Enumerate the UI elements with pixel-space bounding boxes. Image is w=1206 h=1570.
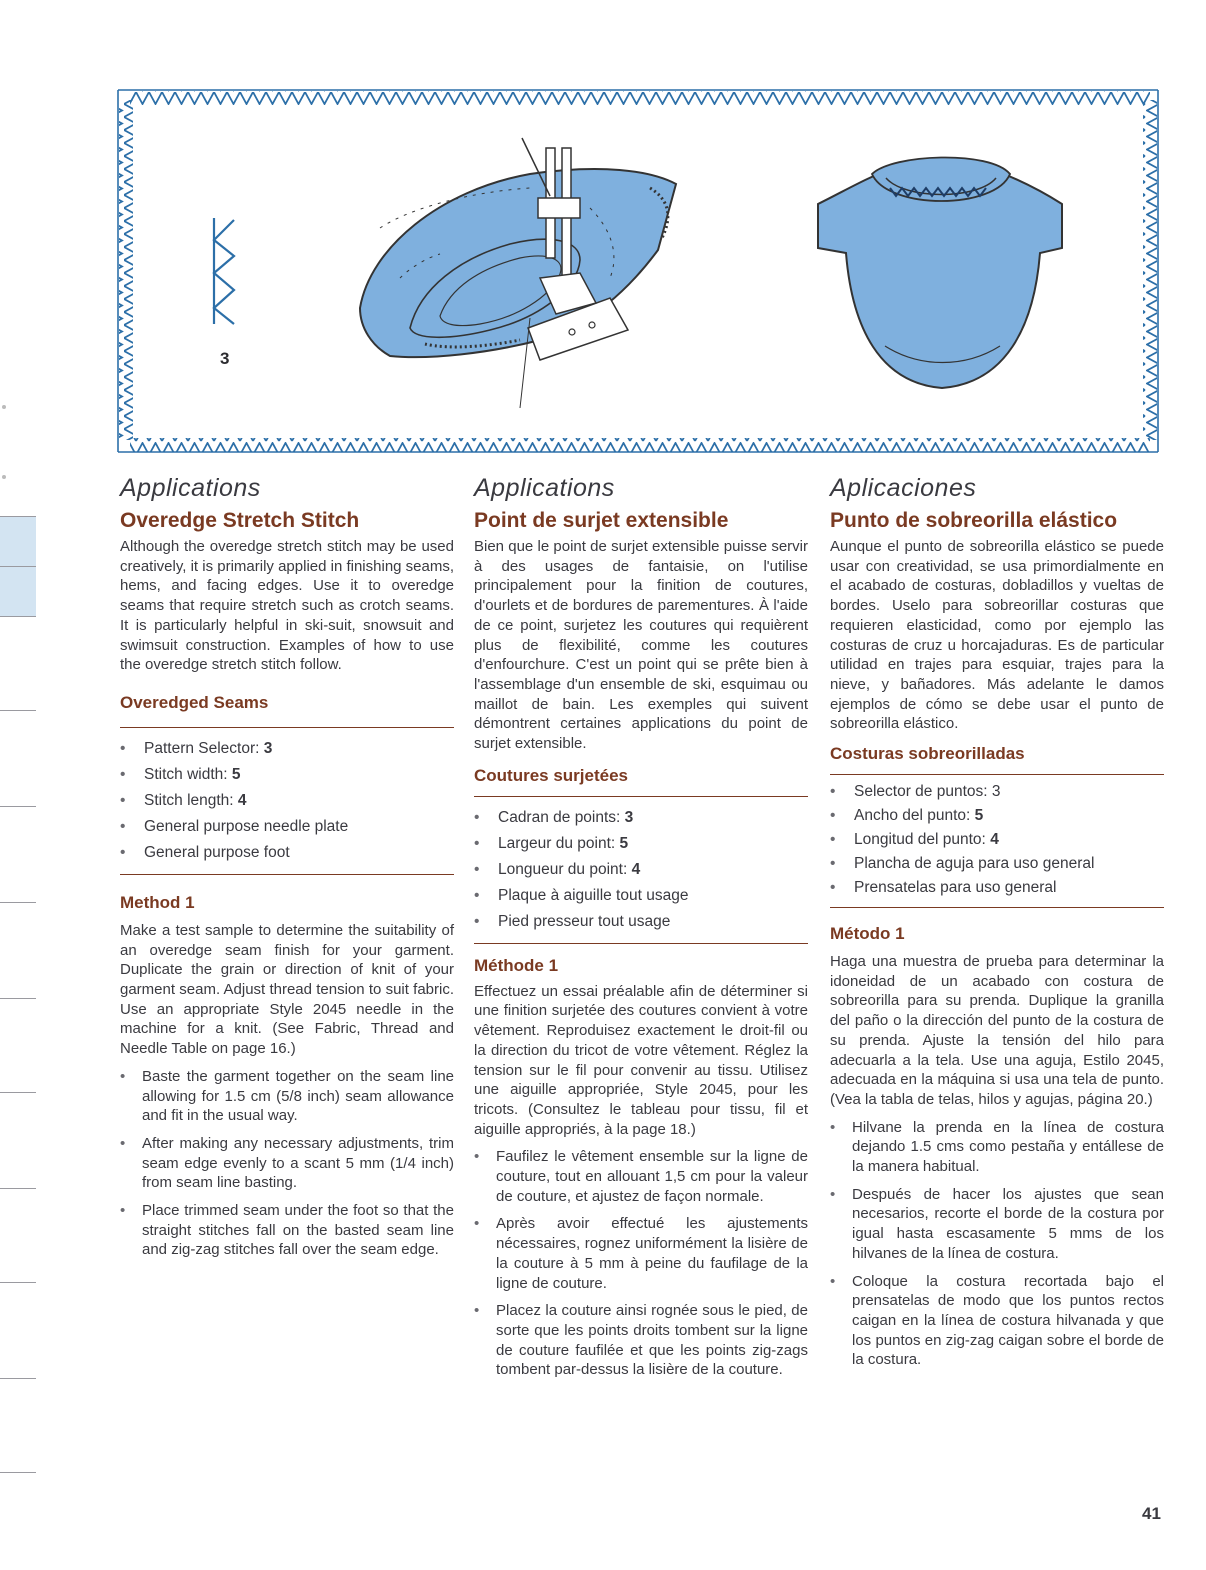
step-item: • Faufilez le vêtement ensemble sur la ligne de couture, tout en allouant 1,5 cm pour la valeur de couture, et ajustez de façon normale.: [474, 1147, 808, 1206]
step-item: • After making any necessary adjustments, trim seam edge evenly to a scant 5 mm (1/4 inch) from seam line basting.: [120, 1134, 454, 1193]
seams-heading: Overedged Seams: [120, 692, 269, 712]
steps-list: [474, 1147, 808, 1380]
setting-item: • Longueur du point: 4: [474, 861, 808, 879]
page-edge-tabs: [0, 0, 36, 1570]
setting-item: • Pattern Selector: 3: [120, 740, 454, 758]
edge-tab-line: [0, 710, 36, 711]
settings-list: [120, 740, 454, 862]
setting-item: • General purpose needle plate: [120, 818, 454, 836]
step-item: • Place trimmed seam under the foot so that the straight stitches fall on the basted seam line and zig-zag stitches fall over the seam edge.: [120, 1201, 454, 1260]
section-title: Applications: [120, 474, 261, 502]
divider: [474, 796, 808, 797]
stitch-number: 3: [220, 349, 230, 368]
setting-item: • Plaque à aiguille tout usage: [474, 887, 808, 905]
setting-item: • Largeur du point: 5: [474, 835, 808, 853]
column-spanish: [830, 474, 1164, 1378]
method-heading: Método 1: [830, 924, 905, 944]
seams-heading: Costuras sobreorilladas: [830, 744, 1025, 764]
illustration-svg: [110, 78, 1166, 464]
edge-tab-line: [0, 516, 36, 517]
stitch-title: Punto de sobreorilla elástico: [830, 509, 1118, 532]
intro-paragraph: Although the overedge stretch stitch may be used creatively, it is primarily applied in finishing seams, hems, and facing edges. Use it to overedge seams that require stretch such as crotch seams. It is particularly helpful in ski-suit, snowsuit and swimsuit construction. Examples of how to use the overedge stretch stitch follow.: [120, 538, 455, 674]
edge-tab-line: [0, 902, 36, 903]
stitch-title: Overedge Stretch Stitch: [120, 509, 360, 532]
stitch-illustration: [110, 78, 1166, 464]
settings-list: [830, 783, 1164, 897]
setting-item: • Stitch width: 5: [120, 766, 454, 784]
divider: [120, 727, 454, 728]
intro-paragraph: Bien que le point de surjet extensible puisse servir à des usages de fantaisie, on l'utilise principalement pour la finition de coutures, d'ourlets et de bordures de parementures. À l'aide de ce point, surjetez les coutures qui requièrent plus de flexibilité, comme les coutures d'enfourchure. C'est un point qui se prête bien à l'assemblage d'un ensemble de ski, esquimau ou maillot de bain. Les exemples qui suivent démontrent certaines applications du point de surjet extensible.: [474, 538, 808, 753]
method-heading: Method 1: [120, 892, 195, 912]
method-heading: Méthode 1: [474, 955, 559, 975]
section-title: Aplicaciones: [830, 474, 977, 502]
column-french: [474, 474, 808, 1388]
edge-tab-line: [0, 616, 36, 617]
page-number: 41: [1142, 1504, 1161, 1523]
method-paragraph: Haga una muestra de prueba para determinar la idoneidad de un acabado con costura de sobreorilla para su prenda. Duplique la granilla del paño o la dirección del punto de la costura de su prenda. Ajuste la tensión del hilo para adecuarla a la tela. Use una aguja, Estilo 2045, adecuada en la máquina si usa una tela de punto. (Vea la tabla de telas, hilos y agujas, página 20.): [830, 953, 1164, 1108]
method-paragraph: Effectuez un essai préalable afin de déterminer si une finition surjetée des coutures convient à votre vêtement. Reproduisez exactement le droit-fil ou la direction du tricot de votre vêtement. Réglez la tension sur le fil pour convenir au tissu. Utilisez une aiguille appropriée, Style 2045, pour les tricots. (Consultez le tableau pour tissu, fil et aiguille appropriés, à la page 18.): [474, 982, 808, 1138]
method-paragraph: Make a test sample to determine the suitability of an overedge seam finish for your garment. Duplicate the grain or direction of knit of your garment seam. Adjust thread tension to suit fabric. Use an appropriate Style 2045 needle in the machine for a knit. (See Fabric, Thread and Needle Table on page 16.): [120, 921, 454, 1058]
divider: [120, 874, 454, 875]
edge-tab-line: [0, 1188, 36, 1189]
setting-item: • Longitud del punto: 4: [830, 831, 1164, 849]
overedge-stitch-symbol: [214, 218, 234, 324]
edge-mark: [2, 405, 6, 409]
setting-item: • Stitch length: 4: [120, 792, 454, 810]
step-item: • Coloque la costura recortada bajo el prensatelas de modo que los puntos rectos caigan en la línea de costura hilvanada y que los puntos en zig-zag caigan sobre el borde de la costura.: [830, 1272, 1164, 1371]
divider: [474, 943, 808, 944]
edge-tab-line: [0, 566, 36, 567]
step-item: • Après avoir effectué les ajustements nécessaires, rognez uniformément la lisière de la couture à 5 mm à peine du faufilage de la ligne de couture.: [474, 1214, 808, 1293]
edge-tab-line: [0, 806, 36, 807]
step-item: • Hilvane la prenda en la línea de costura dejando 1.5 cms como pestaña y entállese de la manera habitual.: [830, 1118, 1164, 1177]
sewing-machine-illustration: [360, 138, 676, 408]
divider: [830, 774, 1164, 775]
step-item: • Después de hacer los ajustes que sean necesarios, recorte el borde de la costura por igual hasta escasamente 5 mms de los hilvanes de la línea de costura.: [830, 1185, 1164, 1264]
edge-tab-line: [0, 1282, 36, 1283]
steps-list: [120, 1067, 454, 1260]
setting-item: • Selector de puntos: 3: [830, 783, 1164, 801]
garment-neckline-illustration: [818, 157, 1062, 388]
setting-item: • General purpose foot: [120, 844, 454, 862]
step-item: • Baste the garment together on the seam line allowing for 1.5 cm (5/8 inch) seam allowance and fit in the usual way.: [120, 1067, 454, 1126]
setting-item: • Plancha de aguja para uso general: [830, 855, 1164, 873]
stitch-title: Point de surjet extensible: [474, 509, 729, 532]
settings-list: [474, 809, 808, 931]
seams-heading: Coutures surjetées: [474, 765, 628, 785]
edge-mark: [2, 475, 6, 479]
column-english: [120, 474, 454, 1268]
step-item: • Placez la couture ainsi rognée sous le pied, de sorte que les points droits tombent sur la ligne de couture faufilée et que les points zig-zags tombent par-dessus la lisière de la couture.: [474, 1301, 808, 1380]
setting-item: • Prensatelas para uso general: [830, 879, 1164, 897]
setting-item: • Ancho del punto: 5: [830, 807, 1164, 825]
divider: [830, 907, 1164, 908]
edge-tab-line: [0, 1472, 36, 1473]
setting-item: • Pied presseur tout usage: [474, 913, 808, 931]
intro-paragraph: Aunque el punto de sobreorilla elástico se puede usar con creatividad, se usa primordialmente en el acabado de costuras, dobladillos y vueltas de bordes. Uselo para sobreorillar costuras que requieren elasticidad, como por ejemplo las costuras de cruz u horcajaduras. Es de particular utilidad en trajes para esquiar, trajes para la nieve, y bañadores. Más adelante le damos ejemplos de cómo se debe usar el punto de sobreorilla elástico.: [830, 538, 1164, 733]
edge-tab-line: [0, 1378, 36, 1379]
edge-tab-line: [0, 998, 36, 999]
setting-item: • Cadran de points: 3: [474, 809, 808, 827]
section-title: Applications: [474, 474, 615, 502]
steps-list: [830, 1118, 1164, 1370]
edge-tab-line: [0, 1092, 36, 1093]
